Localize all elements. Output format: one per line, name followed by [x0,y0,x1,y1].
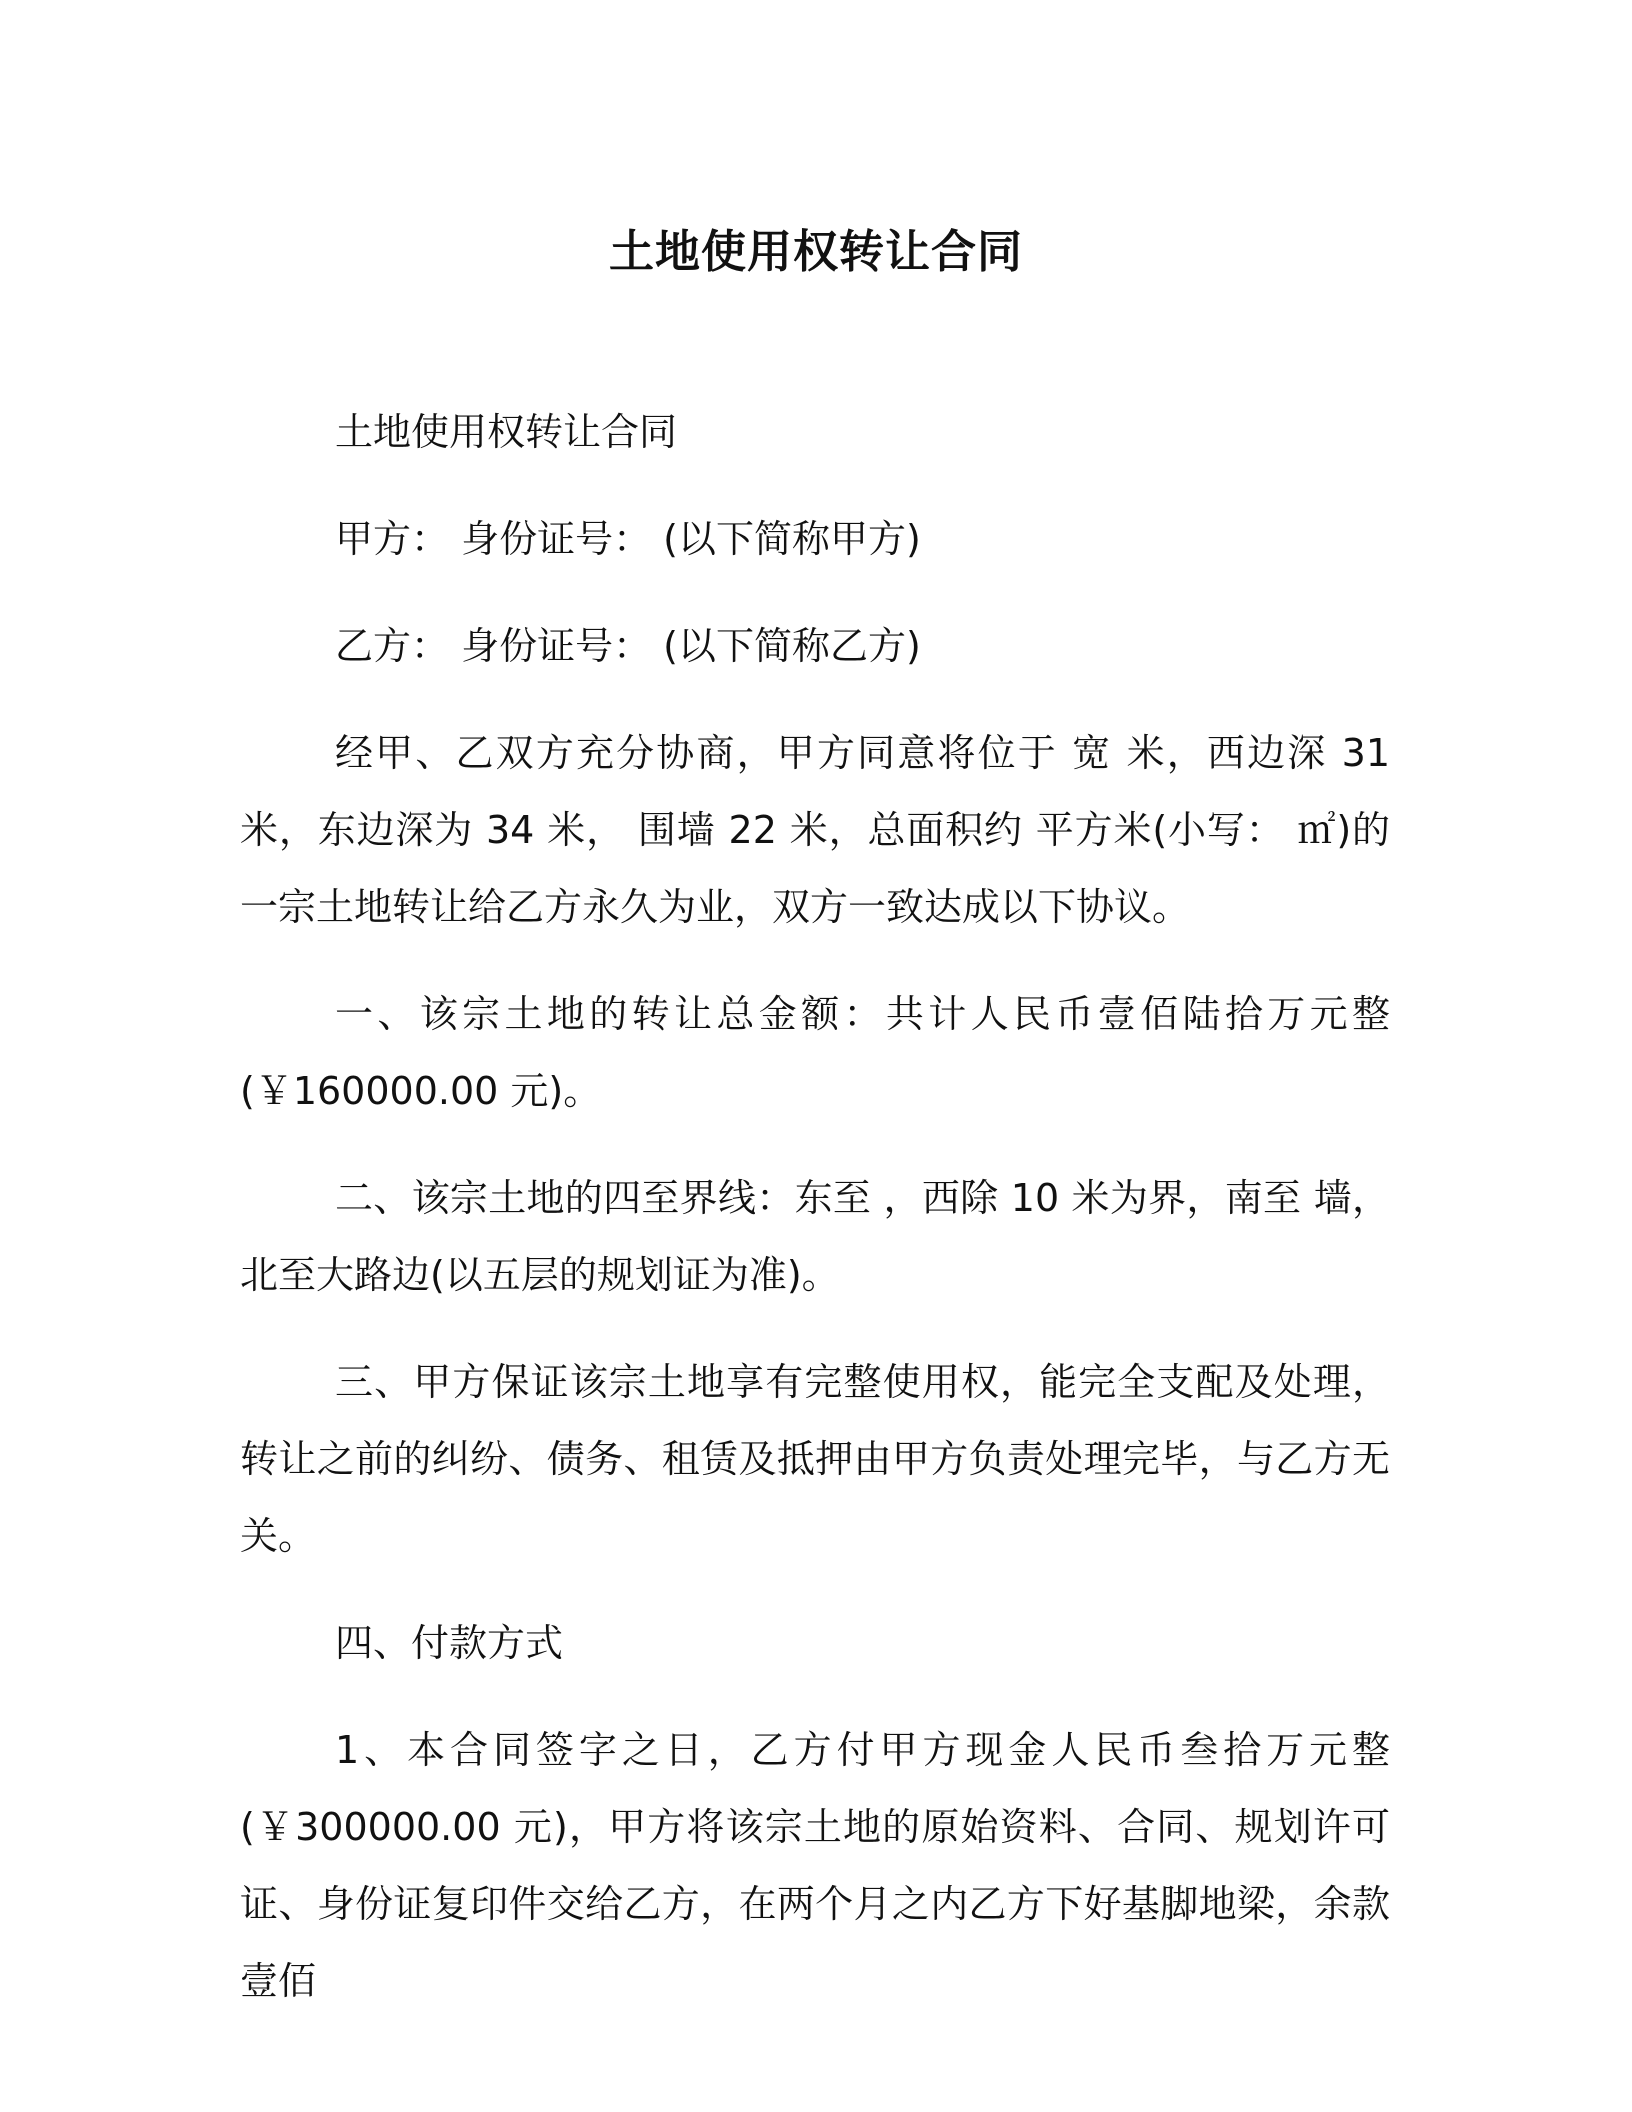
paragraph-clause-1: 一、该宗土地的转让总金额：共计人民币壹佰陆拾万元整(￥160000.00 元)。 [240,992,1390,1113]
document-body [240,394,1390,2050]
document-title: 土地使用权转让合同 [608,225,1023,278]
paragraph-clause-2: 二、该宗土地的四至界线：东至 ，西除 10 米为界，南至 墙，北至大路边(以五层的规划证为准)。 [240,1176,1390,1297]
paragraph-clause-3: 三、甲方保证该宗土地享有完整使用权，能完全支配及处理，转让之前的纠纷、债务、租赁及抵押由甲方负责处理完毕，与乙方无关。 [240,1360,1390,1558]
paragraph-clause-4-heading: 四、付款方式 [335,1621,564,1665]
paragraph-clause-4-1: 1、本合同签字之日，乙方付甲方现金人民币叁拾万元整(￥300000.00 元)，甲方将该宗土地的原始资料、合同、规划许可证、身份证复印件交给乙方，在两个月之内乙方下好基脚地梁，余款壹佰 [240,1728,1390,2003]
paragraph-party-b: 乙方： 身份证号： (以下简称乙方) [335,624,921,668]
paragraph-heading: 土地使用权转让合同 [335,410,678,454]
paragraph-party-a: 甲方： 身份证号： (以下简称甲方) [335,517,921,561]
paragraph-preamble: 经甲、乙双方充分协商，甲方同意将位于 宽 米，西边深 31 米，东边深为 34 米， 围墙 22 米，总面积约 平方米(小写： ㎡)的一宗土地转让给乙方永久为业，双方一致达成以下协议。 [240,731,1390,929]
